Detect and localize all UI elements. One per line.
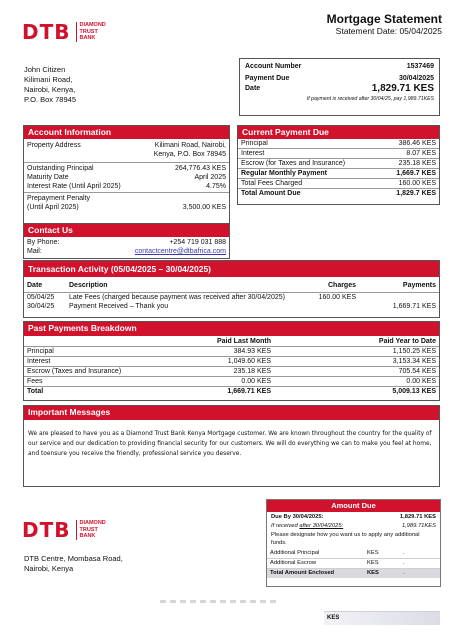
amount-due-coupon: Amount Due Due By 30/04/2025: 1,829.71 KES If received after 30/04/2025: 1,989.71KES Please designate how you want us to apply any additional funds. Additional Principal KES . Additional Escrow KES . Total Amount Enclosed KES . [266, 499, 441, 587]
account-summary-box: Account Number 1537469 Payment Due 30/04/2025 Date 1,829.71 KES If payment is received after 30/04/25, pay 1,989.71KES [239, 58, 440, 116]
amount-due-value: 1,829.71 KES [399, 514, 436, 520]
contact-us-section: Contact Us By Phone: +254 719 031 888 Mail: contactcentre@dtbafrica.com [23, 223, 230, 259]
total-enclosed-input[interactable]: . [403, 570, 405, 576]
important-messages-header: Important Messages [24, 406, 439, 420]
statement-title: Mortgage Statement [326, 12, 442, 26]
additional-escrow-row: Additional Escrow KES . [267, 559, 440, 569]
past-payment-row: Interest 1,049.60 KES 3,153.34 KES [24, 357, 439, 367]
logo-wordmark: DTB [22, 20, 71, 44]
dtb-logo-bottom [22, 518, 106, 542]
contact-us-header: Contact Us [24, 224, 229, 237]
payment-row: Interest 8.07 KES [238, 149, 439, 159]
statement-date: Statement Date: 05/04/2025 [335, 26, 442, 36]
account-information-header: Account Information [24, 126, 229, 139]
transaction-table: Date Description Charges Payments 05/04/25 Late Fees (charged because payment was received after 30/04/2025) 160.00 KES 30/04/25 Payment Received – Thank you 1,669.71 KES [24, 280, 439, 311]
payment-row: Principal 386.46 KES [241, 140, 436, 147]
past-payment-row: Escrow (Taxes and Insurance) 235.18 KES 705.54 KES [24, 367, 439, 377]
account-information-section: Account Information Property Address Kilimani Road, Nairobi, Kenya, P.O. Box 78945 Outstanding Principal 264,776.43 KES Maturity Date April 2025 Interest Rate (Until April 2025) 4.75% Prepayment Penalty (Until April 2025) 3,500.00 KES [23, 125, 230, 225]
past-payments-table: Paid Last Month Paid Year to Date Principal 384.93 KES 1,150.25 KES Interest 1,049.60 KES 3,153.34 KES Escrow (Taxes and Insurance) 235.18 KES 705.54 KES Fees 0.00 KES 0.00 KES Total 1,669.71 KES 5,009.13 KES [24, 337, 439, 396]
payment-row: Total Amount Due 1,829.7 KES [238, 189, 439, 199]
logo-subtitle: DIAMOND TRUST BANK [76, 22, 106, 42]
coupon-bottom-strip: KES [324, 611, 440, 625]
payment-row: Escrow (for Taxes and Insurance) 235.18 KES [238, 159, 439, 169]
payment-row: Regular Monthly Payment 1,669.7 KES [238, 169, 439, 179]
dtb-logo-top [22, 20, 106, 44]
account-number: 1537469 [406, 63, 434, 70]
current-payment-due-header: Current Payment Due [238, 126, 439, 139]
property-address-value: Kilimani Road, Nairobi, Kenya, P.O. Box 78945 [153, 142, 226, 158]
logo-wordmark: DTB [22, 518, 71, 542]
past-payment-row: Principal 384.93 KES 1,150.25 KES [24, 347, 439, 357]
past-payments-header: Past Payments Breakdown [24, 322, 439, 336]
additional-principal-input[interactable]: . [400, 549, 440, 559]
important-messages-section [23, 405, 440, 487]
payment-due-date: 30/04/2025 [398, 75, 434, 82]
contact-phone[interactable]: +254 719 031 888 [169, 239, 226, 246]
total-enclosed-row: Total Amount Enclosed KES . [267, 569, 440, 579]
late-payment-note: If payment is received after 30/04/25, pay 1,989.71KES [306, 96, 434, 102]
transaction-row: 30/04/25 Payment Received – Thank you 1,669.71 KES [27, 302, 436, 310]
current-payment-table [238, 139, 439, 198]
logo-subtitle: DIAMOND TRUST BANK [76, 520, 106, 540]
additional-principal-row: Additional Principal KES . [267, 549, 440, 559]
amount-due-large: 1,829.71 KES [371, 83, 434, 94]
transaction-row: 05/04/25 Late Fees (charged because payment was received after 30/04/2025) 160.00 KES [24, 292, 439, 302]
amount-due-header: Amount Due [267, 500, 440, 512]
past-payment-row: Fees 0.00 KES 0.00 KES [24, 377, 439, 387]
additional-escrow-input[interactable]: . [400, 559, 440, 569]
additional-funds-table [267, 549, 440, 578]
current-payment-due-section [237, 125, 440, 205]
statement-header [327, 12, 442, 36]
transaction-activity-header: Transaction Activity (05/04/2025 – 30/04/2025) [24, 261, 439, 277]
contact-email-link[interactable]: contactcentre@dtbafrica.com [134, 248, 226, 255]
faint-scan-line [160, 600, 280, 603]
transaction-activity-section [23, 260, 440, 318]
past-payments-section [23, 321, 440, 401]
customer-address: John Citizen Kilimani Road, Nairobi, Kenya, P.O. Box 78945 [24, 65, 76, 104]
payment-row: Total Fees Charged 160.00 KES [238, 179, 439, 189]
bank-address: DTB Centre, Mombasa Road, Nairobi, Kenya [24, 554, 123, 573]
past-payment-total-row: Total 1,669.71 KES 5,009.13 KES [24, 387, 439, 397]
important-messages-body: We are pleased to have you as a Diamond Trust Bank Kenya Mortgage customer. We are known throughout the country for the quality of our service and our dedication to providing financial security for our customers. We will do everything we can to make you feel at home, and toensure you receive the friendly, professional service you deserve. [28, 431, 432, 457]
